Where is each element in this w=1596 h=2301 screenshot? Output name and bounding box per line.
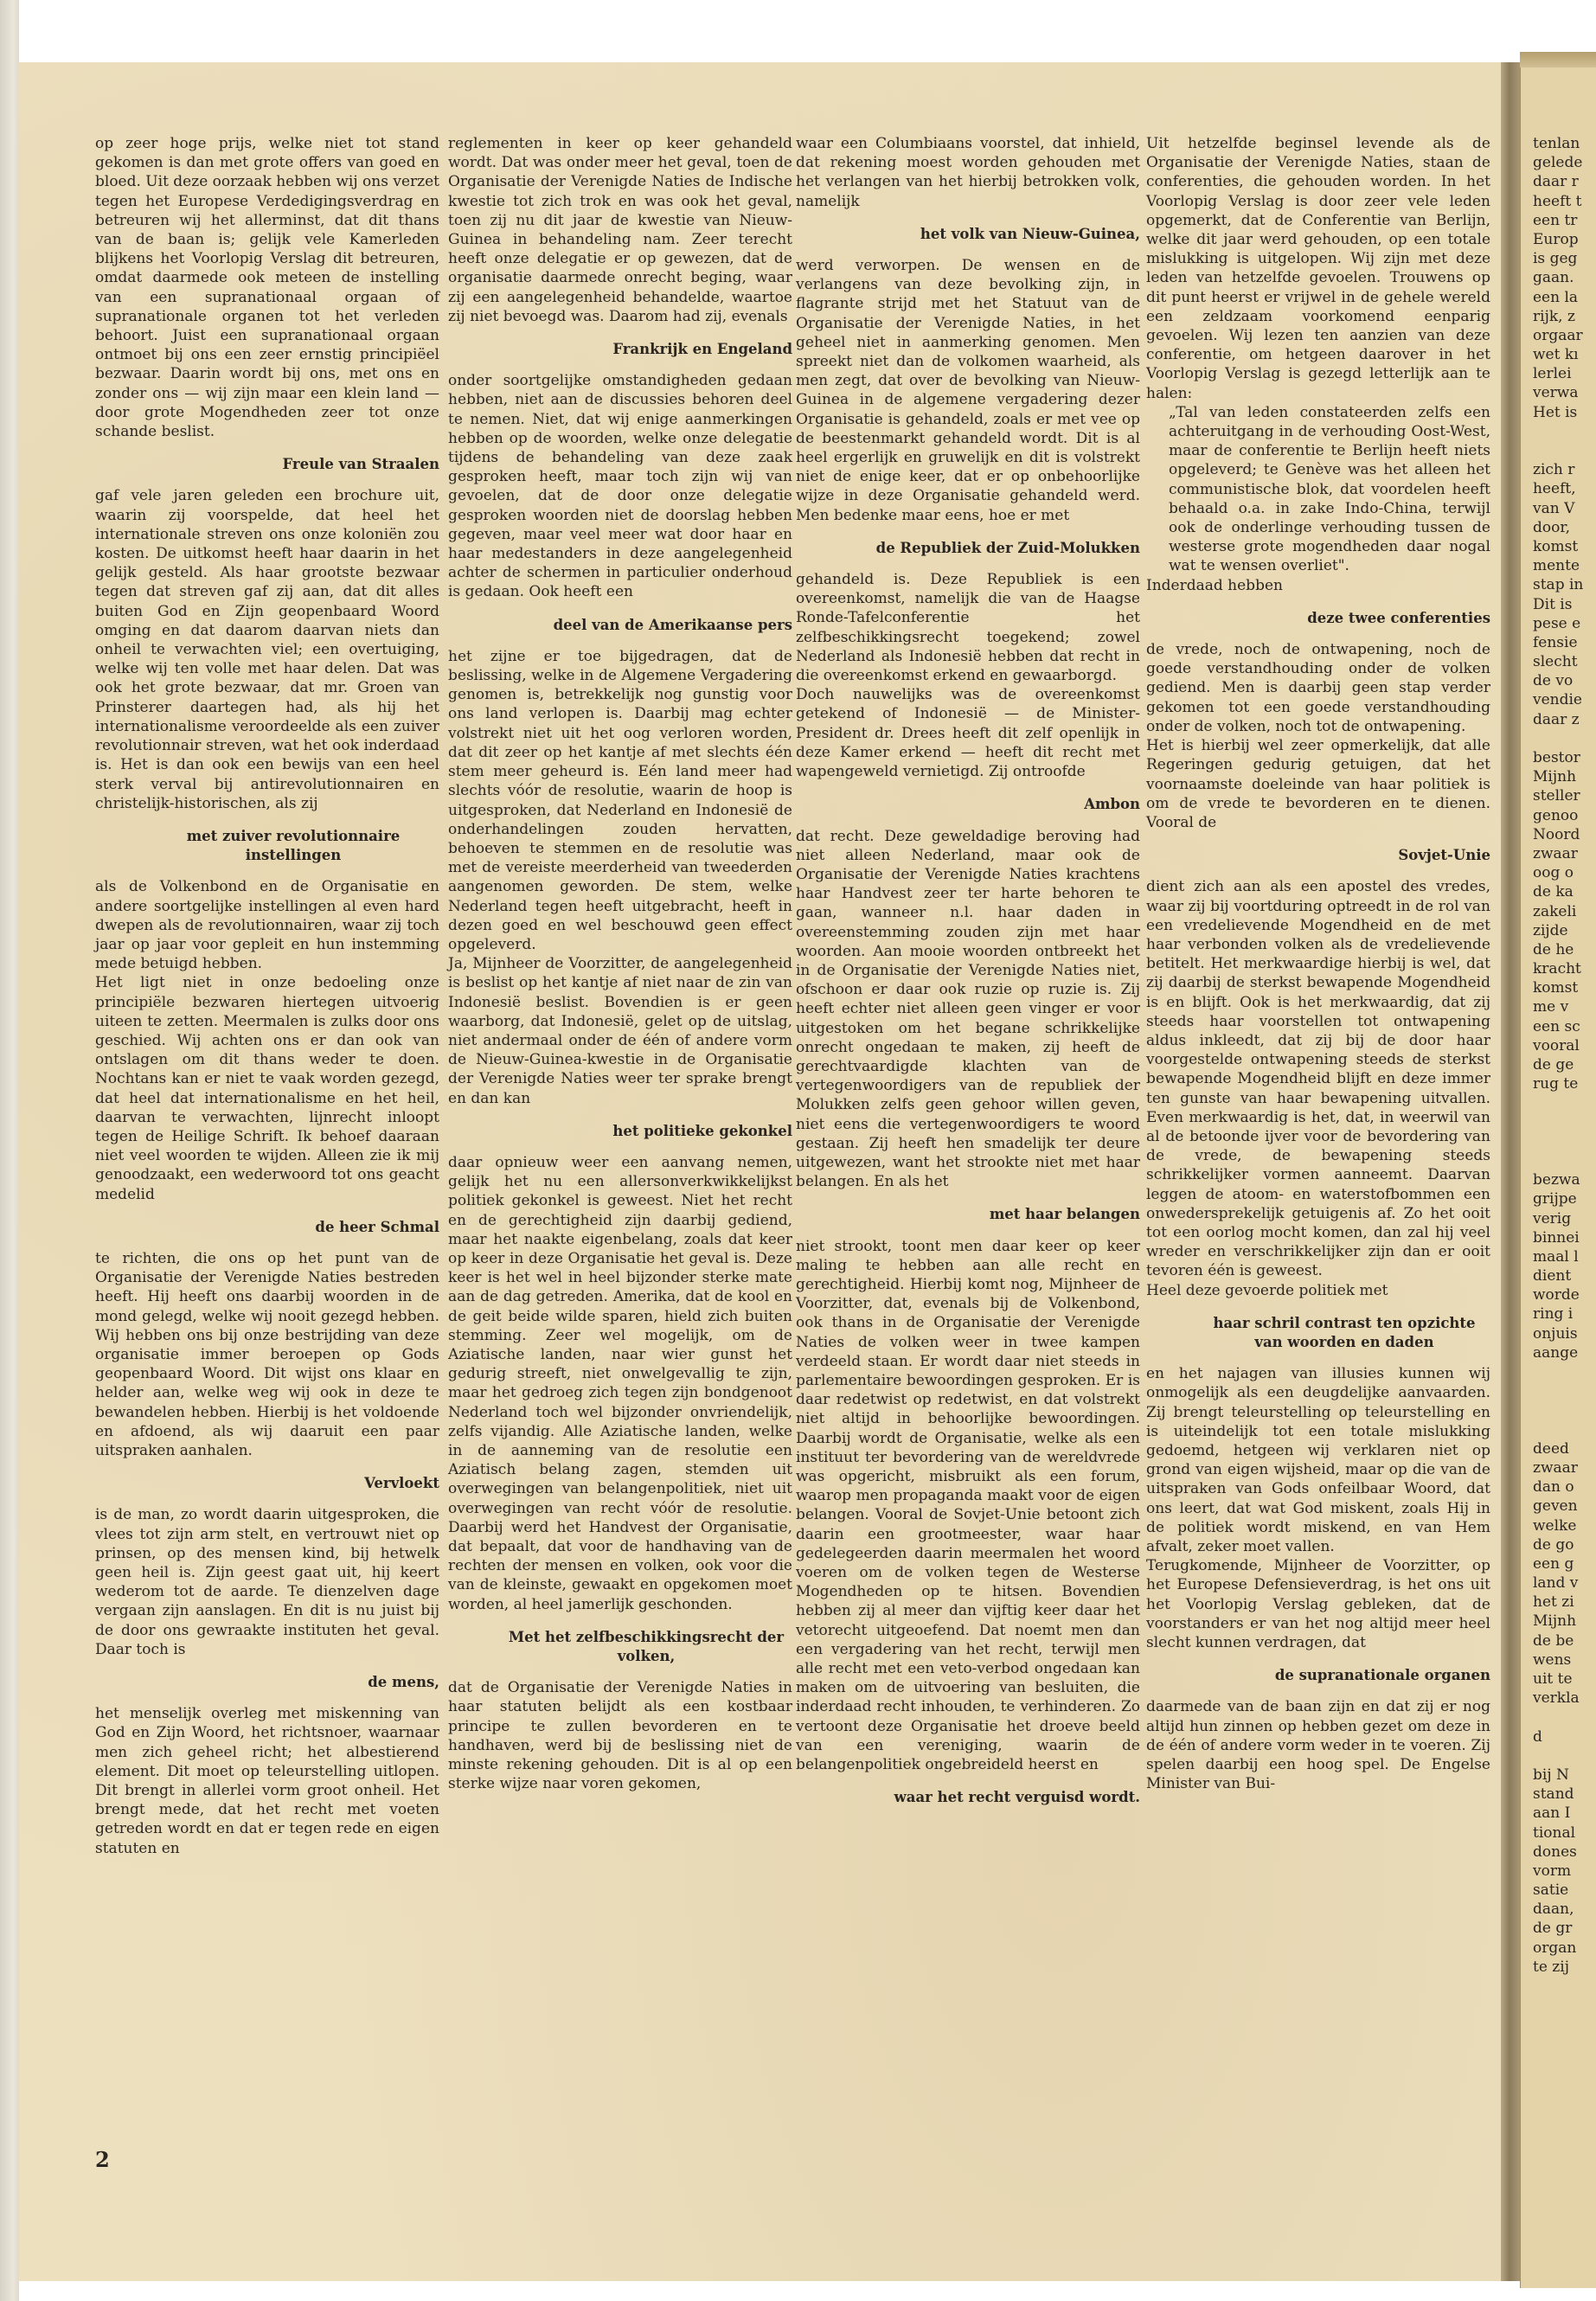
- facing-line: gelede: [1533, 154, 1583, 172]
- facing-line: [1533, 1132, 1596, 1151]
- facing-line: kracht: [1533, 960, 1581, 978]
- paragraph: Het is hierbij wel zeer opmerkelijk, dat alle Regeringen gedurig getuigen, dat het voornaamste doeleinde van haar politiek is om de vrede te bevorderen en te dienen. Vooral de: [1146, 737, 1490, 831]
- facing-line: komst: [1533, 537, 1579, 555]
- column-1: [95, 134, 439, 1858]
- paragraph: Ja, Mijnheer de Voorzitter, de aangelegenheid is beslist op het kantje af niet naar de zin van Indonesië beslist. Bovendien is er geen waarborg, dat Indonesië, gelet op de uitslag, niet andermaal onder de één of andere vorm de Nieuw-Guinea-kwestie in de Organisatie der Verenigde Naties weer ter sprake brengt en dan kan: [448, 955, 792, 1107]
- subheading: Met het zelfbeschikkingsrecht der volken,: [508, 1628, 785, 1665]
- facing-line: welke: [1533, 1516, 1577, 1535]
- subheading: met zuiver revolutionnaire instellingen: [186, 827, 401, 864]
- facing-line: zakeli: [1533, 902, 1577, 920]
- column-4: [1146, 134, 1490, 1793]
- facing-line: door,: [1533, 518, 1571, 536]
- facing-line: daar r: [1533, 173, 1579, 191]
- facing-line: lerlei: [1533, 365, 1572, 383]
- facing-line: is geg: [1533, 250, 1578, 268]
- facing-line: Mijnh: [1533, 1612, 1577, 1631]
- subheading: Sovjet-Unie: [1398, 847, 1490, 864]
- facing-line: worde: [1533, 1286, 1580, 1304]
- paragraph: daarmede van de baan zijn en dat zij er nog altijd hun zinnen op hebben gezet om deze in de één of andere vorm weder in te voeren. Zij spelen daarbij een hoog spel. De Engelse Minister van Bui-: [1146, 1698, 1490, 1793]
- facing-line: me v: [1533, 998, 1569, 1016]
- facing-line: satie: [1533, 1881, 1569, 1900]
- facing-line: te zij: [1533, 1958, 1569, 1976]
- paragraph: te richten, die ons op het punt van de Organisatie der Verenigde Naties bestreden heeft. Hij heeft ons daarbij woorden in de mond gelegd, welke wij nooit gezegd hebben. Wij hebben ons bij onze bestrijding van deze organisatie immer beroepen op Gods geopenbaard Woord. Dit wijst ons klaar en helder aan, welke weg wij ook in deze te bewandelen hebben. Hierbij is het voldoende en afdoend, als wij daaruit een paar uitspraken aanhalen.: [95, 1249, 439, 1459]
- subheading: haar schril contrast ten opzichte van woorden en daden: [1213, 1314, 1476, 1350]
- facing-line: zich r: [1533, 461, 1575, 479]
- facing-line: zijde: [1533, 921, 1568, 939]
- facing-line: stand: [1533, 1785, 1574, 1804]
- paragraph: Heel deze gevoerde politiek met: [1146, 1281, 1388, 1299]
- paragraph: gaf vele jaren geleden een brochure uit, waarin zij voorspelde, dat heel het internationale streven ons onze koloniën zou kosten. De uitkomst heeft haar daarin in het gelijk gesteld. Als haar grootste bezwaar tegen dat streven gaf zij aan, dat dit alles buiten God en Zijn geopenbaard Woord omging en dat daarom daarvan niets dan onheil te verwachten viel; een overtuiging, welke wij ten volle met haar delen. Dat was ook het grote bezwaar, dat mr. Groen van Prinsterer daartegen had, als hij het internationalisme veroordeelde als een zuiver revolutionnair streven, wat het ook inderdaad is. Het is dan ook een bewijs van een heel sterk verval bij antirevolutionnairen en christelijk-historischen, als zij: [95, 487, 439, 812]
- facing-line: [1533, 1093, 1596, 1112]
- facing-line: tenlan: [1533, 135, 1580, 152]
- facing-line: aange: [1533, 1343, 1579, 1362]
- facing-line: vorm: [1533, 1862, 1572, 1880]
- facing-line: onjuis: [1533, 1324, 1578, 1343]
- facing-line: geven: [1533, 1497, 1578, 1516]
- paragraph: op zeer hoge prijs, welke niet tot stand gekomen is dan met grote offers van goed en bloed. Uit deze oorzaak hebben wij ons verzet tegen het Europese Verdedigingsverdrag en betreuren wij het allerminst, dat dit thans van de baan is; gelijk vele Kamerleden blijkens het Voorlopig Verslag dit betreuren, omdat daarmede ook meteen de instelling van een supranationaal orgaan of supranationale organen tot het verleden behoort. Juist een supranationaal orgaan ontmoet bij ons een zeer ernstig principiëel bezwaar. Daarin wordt bij ons, met ons en zonder ons — wij zijn maar een klein land — door grote Mogendheden zeer tot onze schande beslist.: [95, 135, 439, 441]
- facing-line: gaan.: [1533, 269, 1574, 287]
- facing-line: verwa: [1533, 384, 1579, 402]
- paragraph: werd verworpen. De wensen en de verlangens van deze bevolking zijn, in flagrante strijd met het Statuut van de Organisatie der Verenigde Naties, in het geheel niet in aanmerking genomen. Men spreekt niet dan de volkomen waarheid, als men zegt, dat over de bevolking van Nieuw-Guinea in de algemene vergadering dezer Organisatie is gehandeld, zoals er met vee op de beestenmarkt gehandeld wordt. Dit is al heel ergerlijk en gruwelijk en dit is volstrekt niet de enige keer, dat er op onbehoorlijke wijze in deze Organisatie gehandeld werd. Men bedenke maar eens, hoe er met: [796, 257, 1140, 524]
- subheading: deel van de Amerikaanse pers: [553, 616, 792, 633]
- quotation: „Tal van leden constateerden zelfs een achteruitgang in de verhouding Oost-West, maar de conferentie te Berlijn heeft niets opgeleverd; te Genève was het alleen het communistische blok, dat voordelen heeft behaald o.a. in zake Indo-China, terwijl ook de onderlinge verhouding tussen de westerse grote mogendheden daar nogal wat te wensen overliet".: [1169, 403, 1490, 575]
- facing-line: [1533, 729, 1596, 748]
- facing-line: dones: [1533, 1843, 1577, 1861]
- facing-line: heeft,: [1533, 480, 1576, 498]
- facing-line: binnei: [1533, 1228, 1580, 1247]
- facing-line: komst: [1533, 979, 1579, 997]
- facing-line: de be: [1533, 1631, 1574, 1650]
- paragraph: het zijne er toe bijgedragen, dat de beslissing, welke in de Algemene Vergadering genomen is, betrekkelijk nog gunstig voor ons land verlopen is. Daarbij mag echter volstrekt niet uit het oog verloren worden, dat dit zeer op het kantje af met slechts één stem meer geheurd is. Eén land meer had slechts vóór de resolutie, waarin de hoop is uitgesproken, dat Nederland en Indonesië de onderhandelingen zouden hervatten, behoeven te stemmen en de resolutie was met de vereiste meerderheid van tweederden aangenomen geworden. De stem, welke Nederland tegen heeft uitgebracht, heeft in dezen goed en wel beschouwd geen effect opgeleverd.: [448, 647, 792, 953]
- facing-line: [1533, 1400, 1596, 1420]
- facing-line: orgaar: [1533, 326, 1583, 344]
- facing-line: dan o: [1533, 1478, 1574, 1497]
- paragraph: dat de Organisatie der Verenigde Naties in haar statuten belijdt als een kostbaar principe te zullen bevorderen en te handhaven, werd bij de beslissing niet de minste rekening gehouden. Dit is al op een sterke wijze naar voren gekomen,: [448, 1679, 792, 1793]
- facing-line: bestor: [1533, 749, 1580, 766]
- paragraph: Terugkomende, Mijnheer de Voorzitter, op het Europese Defensieverdrag, is het ons uit het Voorlopig Verslag gebleken, dat de voorstanders er van het nog altijd meer heel slecht kunnen verdragen, dat: [1146, 1557, 1490, 1652]
- page-spine: [1501, 62, 1520, 2281]
- subheading: de Republiek der Zuid-Molukken: [875, 539, 1140, 556]
- facing-line: de vo: [1533, 672, 1574, 690]
- subheading: Vervloekt: [364, 1475, 439, 1492]
- subheading: het volk van Nieuw-Guinea,: [920, 225, 1140, 242]
- facing-line: uit te: [1533, 1670, 1573, 1688]
- page-number: 2: [95, 2147, 110, 2172]
- paragraph: dat recht. Deze geweldadige beroving had niet alleen Nederland, maar ook de Organisatie der Verenigde Naties krachtens haar Handvest zeer ter harte behoren te gaan, wanneer n.l. haar daden in overeenstemming zouden zijn met haar woorden. Aan mooie woorden ontbreekt het in de Organisatie der Verenigde Naties niet, ofschoon er daar ook ruzie op ruzie is. Zij heeft echter niet alleen geen vinger er voor uitgestoken om het begane schrikkelijke onrecht ongedaan te maken, zij heeft de gerechtvaardigde klachten van de vertegenwoordigers van de republiek der Molukken zelfs geen gehoor willen geven, niet eens die vertegenwoordigers te woord gestaan. Zij heeft hen smadelijk ter deure uitgewezen, want het strookte niet met haar belangen. En als het: [796, 827, 1140, 1191]
- facing-line: heeft t: [1533, 192, 1582, 210]
- facing-line: bij N: [1533, 1766, 1569, 1784]
- facing-line: Europ: [1533, 230, 1579, 248]
- facing-line: pese e: [1533, 614, 1581, 632]
- facing-line: vooral: [1533, 1036, 1580, 1054]
- paragraph: Uit hetzelfde beginsel levende als de Organisatie der Verenigde Naties, staan de conferenties, die gehouden worden. In het Voorlopig Verslag is door zeer vele leden opgemerkt, dat de Conferentie van Berlijn, welke dit jaar werd gehouden, op een totale mislukking is uitgelopen. Wij zijn met deze leden van hetzelfde gevoelen. Trouwens op dit punt heerst er vrijwel in de gehele wereld een zeldzaam voorkomend eenparig gevoelen. Wij lezen ten aanzien van deze conferentie, om hetgeen daarover in het Voorlopig Verslag is gezegd letterlijk aan te halen:: [1146, 135, 1490, 402]
- paragraph: is de man, zo wordt daarin uitgesproken, die vlees tot zijn arm stelt, en vertrouwt niet op prinsen, op des mensen kind, bij hetwelk geen heil is. Zijn geest gaat uit, hij keert wederom tot de aarde. Te dienzelven dage vergaan zijn aanslagen. En dit is nu juist bij de door ons gewraakte instituten het geval. Daar toch is: [95, 1506, 439, 1658]
- facing-line: grijpe: [1533, 1190, 1577, 1208]
- facing-line: [1533, 422, 1596, 441]
- paragraph: waar een Columbiaans voorstel, dat inhield, dat rekening moest worden gehouden met het verlangen van het hierbij betrokken volk, namelijk: [796, 135, 1140, 210]
- facing-line: steller: [1533, 787, 1580, 805]
- paragraph: en het najagen van illusies kunnen wij onmogelijk als een deugdelijke aanvaarden. Zij brengt teleurstelling op teleurstelling en is uiteindelijk tot een totale mislukking gedoemd, hetgeen wij verklaren niet op grond van eigen wijsheid, maar op die van de uitspraken van Gods onfeilbaar Woord, dat ons leert, dat wat God miskent, zoals Hij in de politiek wordt miskend, en van Hem afvalt, zeker moet vallen.: [1146, 1365, 1490, 1556]
- paragraph: reglementen in keer op keer gehandeld wordt. Dat was onder meer het geval, toen de Organisatie der Verenigde Naties de Indische kwestie tot zich trok en was ook het geval, toen zij nu dit jaar de kwestie van Nieuw-Guinea in behandeling nam. Zeer terecht heeft onze delegatie er op gewezen, dat de organisatie daarmede onrecht beging, waar zij een aangelegenheid behandelde, waartoe zij niet bevoegd was. Daarom had zij, evenals: [448, 135, 792, 325]
- column-2: [448, 134, 792, 1793]
- facing-line: bezwa: [1533, 1171, 1580, 1189]
- facing-line: [1533, 1151, 1596, 1170]
- facing-line: wet kı: [1533, 346, 1579, 364]
- facing-line: de ka: [1533, 883, 1574, 901]
- facing-line: d: [1533, 1727, 1542, 1746]
- facing-line: [1533, 1747, 1596, 1766]
- facing-line: de ge: [1533, 1056, 1574, 1074]
- left-gutter: [0, 0, 19, 2301]
- facing-line: zwaar: [1533, 844, 1578, 862]
- facing-line: [1533, 1381, 1596, 1400]
- paragraph: gehandeld is. Deze Republiek is een overeenkomst, namelijk die van de Haagse Ronde-Tafelconferentie het zelfbeschikkingsrecht toegekend; zowel Nederland als Indonesië hebben dat recht in die overeenkomst erkend en gewaarborgd.: [796, 571, 1140, 685]
- facing-line: verig: [1533, 1209, 1572, 1227]
- facing-line: zwaar: [1533, 1458, 1578, 1477]
- paragraph: de vrede, noch de ontwapening, noch de goede verstandhouding onder de volken gediend. Men is daarbij geen stap verder gekomen tot een goede verstandhouding onder de volken, noch tot de ontwapening.: [1146, 641, 1490, 735]
- paragraph: Het ligt niet in onze bedoeling onze principiële bezwaren hiertegen uitvoerig uiteen te zetten. Meermalen is zulks door ons geschied. Wij achten ons er dan ook van ontslagen om dit thans weder te doen. Nochtans kan er niet te vaak worden gezegd, dat heel dat internationalisme en het heil, daarvan te verwachten, lijnrecht inloopt tegen de Heilige Schrift. Ik behoef daaraan niet veel woorden te wijden. Alleen zie ik mij genoodzaakt, een wederwoord tot ons geacht medelid: [95, 974, 439, 1203]
- facing-line: stap in: [1533, 576, 1584, 594]
- subheading: waar het recht verguisd wordt.: [894, 1789, 1140, 1806]
- facing-line: wens: [1533, 1650, 1572, 1669]
- facing-line: fensie: [1533, 633, 1578, 651]
- facing-line: slecht: [1533, 653, 1578, 671]
- subheading: met haar belangen: [989, 1206, 1140, 1223]
- facing-line: van V: [1533, 499, 1575, 517]
- facing-line: [1533, 1420, 1596, 1439]
- subheading: Ambon: [1084, 796, 1140, 813]
- paragraph: Inderdaad hebben: [1146, 576, 1283, 594]
- facing-line: aan I: [1533, 1804, 1571, 1823]
- facing-line: mente: [1533, 557, 1580, 575]
- facing-line: [1533, 1113, 1596, 1132]
- facing-line: vendie: [1533, 691, 1582, 709]
- facing-line: ring i: [1533, 1305, 1574, 1324]
- facing-line: de go: [1533, 1535, 1574, 1554]
- facing-line: verkla: [1533, 1689, 1580, 1708]
- facing-line: Dit is: [1533, 595, 1573, 613]
- facing-line: deed: [1533, 1439, 1569, 1458]
- subheading: de mens,: [368, 1674, 439, 1691]
- facing-line: [1533, 1362, 1596, 1381]
- paragraph: als de Volkenbond en de Organisatie en andere soortgelijke instellingen al even hard dwepen als de revolutionnairen, waar zij toch jaar op jaar voor gepleit en hun instemming mede betuigd hebben.: [95, 878, 439, 973]
- facing-line: land v: [1533, 1574, 1579, 1593]
- facing-page-text: [1533, 134, 1596, 1977]
- facing-page-edge: [1520, 52, 1596, 67]
- paragraph: onder soortgelijke omstandigheden gedaan hebben, niet aan de discussies behoren deel te nemen. Niet, dat wij enige aanmerkingen hebben op de woorden, welke onze delegatie tijdens de behandeling van deze zaak gesproken heeft, maar toch zijn wij van gevoelen, dat de door onze delegatie gesproken woorden niet de doorslag hebben gegeven, maar veel meer wat door haar en haar medestanders in deze aangelegenheid achter de schermen in particulier onderhoud is gedaan. Ook heeft een: [448, 372, 792, 601]
- facing-line: rijk, z: [1533, 307, 1575, 325]
- facing-line: [1533, 1708, 1596, 1727]
- facing-line: tional: [1533, 1823, 1576, 1842]
- subheading: deze twee conferenties: [1307, 609, 1490, 626]
- facing-line: Noord: [1533, 825, 1580, 843]
- facing-line: rug te: [1533, 1075, 1579, 1093]
- facing-line: daar z: [1533, 710, 1580, 728]
- subheading: Freule van Straalen: [282, 456, 439, 473]
- facing-line: een tr: [1533, 211, 1578, 229]
- subheading: Frankrijk en Engeland: [612, 341, 792, 358]
- facing-line: dient: [1533, 1267, 1572, 1285]
- paragraph: het menselijk overleg met miskenning van God en Zijn Woord, het richtsnoer, waarnaar men zich geheel richt; het albestierend element. Dit moet op teleurstelling uitlopen. Dit brengt in allerlei vorm groot onheil. Het brengt mede, dat het recht met voeten getreden wordt en dat er tegen rede en eigen statuten en: [95, 1705, 439, 1857]
- facing-line: een la: [1533, 288, 1579, 306]
- facing-line: Het is: [1533, 403, 1578, 421]
- facing-line: de he: [1533, 940, 1574, 958]
- column-3: [796, 134, 1140, 1819]
- paragraph: daar opnieuw weer een aanvang nemen, gelijk het nu een allersonverkwikkelijkst politiek gekonkel is geweest. Niet het recht en de gerechtigheid zijn daarbij gediend, maar het naakte eigenbelang, zoals dat keer op keer in deze Organisatie het geval is. Deze keer is het wel in heel bijzonder sterke mate aan de dag getreden. Amerika, dat de kool en de geit beide wilde sparen, hield zich buiten stemming. Zeer wel mogelijk, om de Aziatische landen, naar wier gunst het gedurig streeft, niet onwelgevallig te zijn, maar het gedroeg zich tegen zijn bondgenoot Nederland toch wel bijzonder onvriendelijk, zelfs vijandig. Alle Aziatische landen, welke in de aanneming van de resolutie een Aziatisch belang zagen, stemden uit overwegingen van belangenpolitiek, niet uit overwegingen van recht vóór de resolutie. Daarbij werd het Handvest der Organisatie, dat bepaalt, dat voor de handhaving van de rechten der mensen en volken, ook voor die van de kleinste, gewaakt en opgekomen moet worden, al heel jamerlijk geschonden.: [448, 1153, 792, 1613]
- subheading: de heer Schmal: [315, 1218, 439, 1235]
- subheading: de supranationale organen: [1274, 1667, 1490, 1684]
- facing-line: maal l: [1533, 1247, 1579, 1266]
- facing-line: een sc: [1533, 1017, 1580, 1035]
- paragraph: niet strookt, toont men daar keer op keer maling te hebben aan alle recht en gerechtigheid. Hierbij komt nog, Mijnheer de Voorzitter, dat, evenals bij de Volkenbond, ook thans in de Organisatie der Verenigde Naties de volken weer in twee kampen verdeeld staan. Er wordt daar niet steeds in parlementaire bewoordingen gesproken. Er is daar redetwist op redetwist, en dat volstrekt niet altijd in behoorlijke bewoordingen. Daarbij wordt de Organisatie, welke als een instituut ter bevordering van de wereldvrede was opgericht, misbruikt als een forum, waarop men propaganda maakt voor de eigen belangen. Vooral de Sovjet-Unie betoont zich daarin een grootmeester, waar haar gedelegeerden daarin meermalen het woord voeren om de volken tegen de Westerse Mogendheden op te hitsen. Bovendien hebben zij al meer dan vijftig keer daar het vetorecht uitgeoefend. Dat noemt men dan een vergadering van het recht, terwijl men alle recht met een veto-verbod ongedaan kan maken om de uitvoering van besluiten, die inderdaad recht inhouden, te verhinderen. Zo vertoont deze Organisatie het droeve beeld van een vereniging, waarin de belangenpolitiek ongebreideld heerst en: [796, 1237, 1140, 1774]
- subheading: het politieke gekonkel: [612, 1122, 792, 1139]
- paragraph: dient zich aan als een apostel des vredes, waar zij bij voortduring optreedt in de rol van een vredelievende Mogendheid en de met haar verbonden volken als de vredelievende betitelt. Het merkwaardige hierbij is wel, dat zij daarbij de sterkst bewapende Mogendheid is en blijft. Ook is het merkwaardig, dat zij steeds haar voorstellen tot ontwapening aldus inkleedt, dat zij bij de door haar voorgestelde ontwapening steeds de sterkst bewapende Mogendheid blijft en deze immer ten gunste van haar bewapening uitvallen. Even merkwaardig is het, dat, in weerwil van al de betoonde ijver voor de bevordering van de vrede, de bewapening steeds schrikkelijker vormen aanneemt. Daarvan leggen de atoom- en waterstofbommen een onwedersprekelijk getuigenis af. Zo het ooit tot een oorlog mocht komen, dan zal hij veel wreder en verschrikkelijker zijn dan er ooit tevoren één is geweest.: [1146, 878, 1490, 1280]
- facing-line: een g: [1533, 1554, 1574, 1573]
- paragraph: Doch nauwelijks was de overeenkomst getekend of Indonesië — de Minister-President dr. Drees heeft dit zelf openlijk in deze Kamer erkend — heeft dit recht met wapengeweld vernietigd. Zij ontroofde: [796, 686, 1140, 781]
- facing-line: organ: [1533, 1939, 1577, 1957]
- facing-line: daan,: [1533, 1900, 1574, 1919]
- facing-line: [1533, 441, 1596, 460]
- facing-line: genoo: [1533, 806, 1579, 824]
- facing-line: het zi: [1533, 1593, 1574, 1612]
- facing-line: oog o: [1533, 864, 1574, 882]
- facing-line: de gr: [1533, 1920, 1573, 1938]
- facing-line: Mijnh: [1533, 768, 1577, 786]
